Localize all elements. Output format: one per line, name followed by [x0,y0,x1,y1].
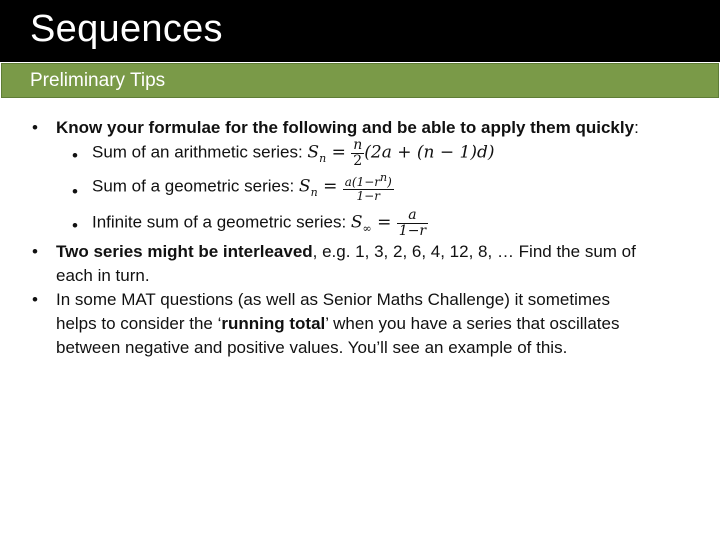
geo-num-wrap [343,172,394,190]
arith-fraction [351,138,364,168]
sub-tip-infinite [92,208,428,238]
arith-rhs: (2a + (n − 1)d) [364,142,495,163]
geo-num: a(1−r [344,175,380,189]
geo-den: 1−r [356,188,380,203]
bullet-icon: • [72,182,78,201]
inf-den: 1−r [398,222,427,239]
tip-2-line-1 [56,242,636,262]
page-title: Sequences [30,8,223,50]
inf-num: a [397,208,428,224]
tip-3-line-3: between negative and positive values. You’ll see an example of this. [56,338,568,357]
sub-tip-geometric-label: Sum of a geometric series: [92,176,299,196]
arith-lhs: S [307,142,320,163]
sub-tip-geometric [92,172,394,202]
geo-num-end: ) [387,175,392,189]
bullet-icon: • [72,216,78,235]
inf-lhs: S [350,212,363,233]
bullet-icon: • [32,242,38,261]
bullet-icon: • [32,290,38,309]
tip-2-bold: Two series might be interleaved [56,242,313,261]
sub-tip-infinite-label: Infinite sum of a geometric series: [92,212,351,232]
inf-fraction [397,208,428,238]
arith-sub: n [319,152,327,166]
geo-sup: n [380,171,388,184]
tip-3-line-2 [56,314,619,334]
arith-den: 2 [353,152,363,169]
tip-3-line-2-a: helps to consider the ‘ [56,314,222,333]
sub-tip-arithmetic [92,138,495,168]
subheader-label: Preliminary Tips [30,70,166,91]
bullet-icon: • [72,146,78,165]
tip-1-bold: Know your formulae for the following and be able to apply them quickly [56,118,635,137]
tip-1 [56,118,639,138]
geo-equals: = [317,176,343,197]
geo-lhs: S [298,176,311,197]
inf-sub: ∞ [362,222,372,236]
tip-3-bold: running total [221,314,326,333]
arith-num: n [353,137,363,153]
title-bar [0,0,720,62]
arith-equals: = [326,142,352,163]
tip-3-line-1: In some MAT questions (as well as Senior Maths Challenge) it sometimes [56,290,610,309]
tip-3-line-2-b: ’ when you have a series that oscillates [325,314,620,333]
tip-2-rest: , e.g. 1, 3, 2, 6, 4, 12, 8, … Find the sum of [312,242,636,261]
tip-1-colon: : [634,118,639,137]
subheader-bar [1,63,719,98]
inf-equals: = [371,212,397,233]
geo-fraction [343,172,394,202]
geo-sub: n [310,185,318,199]
bullet-icon: • [32,118,38,137]
tip-2-line-2: each in turn. [56,266,150,285]
sub-tip-arithmetic-label: Sum of an arithmetic series: [92,142,308,162]
